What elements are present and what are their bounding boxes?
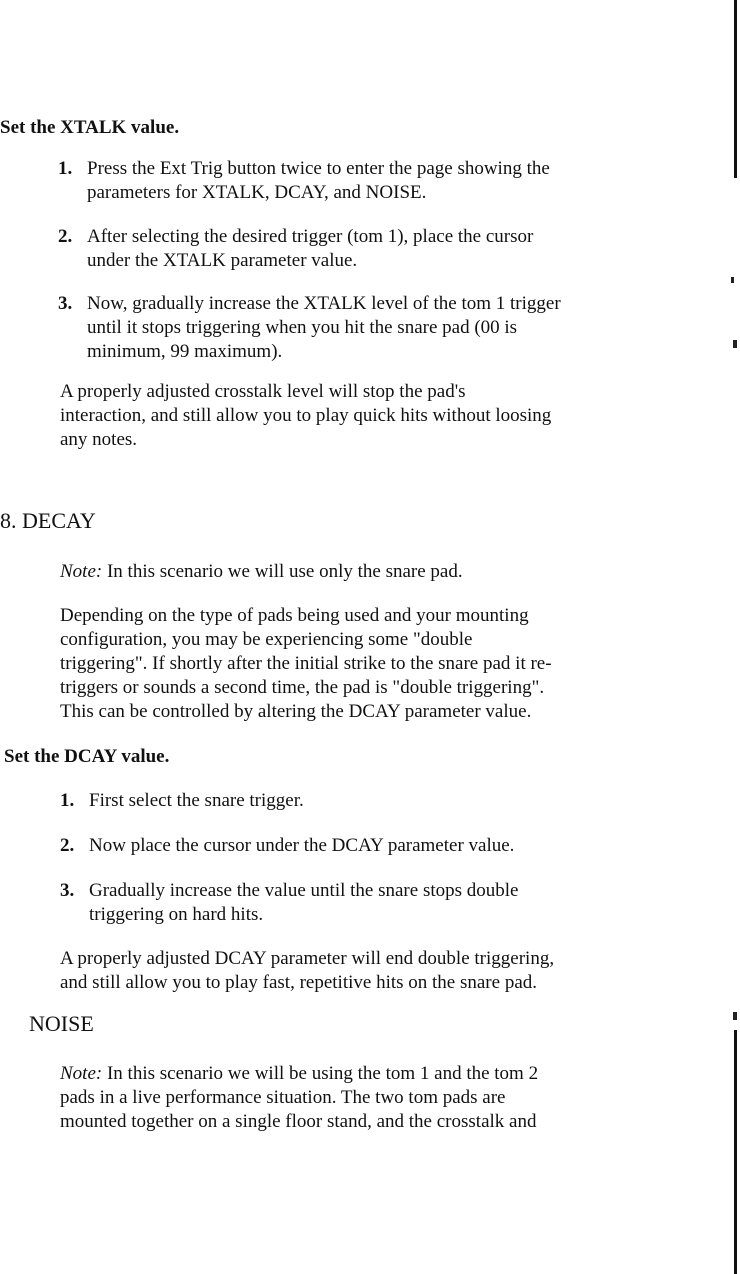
para-line: any notes. <box>60 429 138 450</box>
step-line: Press the Ext Trig button twice to enter the page showing the <box>87 158 550 179</box>
step-text <box>87 157 550 205</box>
dcay-summary <box>60 947 554 995</box>
para-line: configuration, you may be experiencing some "double <box>60 629 473 650</box>
step-line: minimum, 99 maximum). <box>87 341 283 362</box>
step-text <box>87 225 533 273</box>
scan-speck <box>733 340 737 348</box>
step-line: parameters for XTALK, DCAY, and NOISE. <box>87 182 427 203</box>
scan-speck <box>733 1012 737 1020</box>
scan-speck <box>731 277 734 283</box>
note-text: In this scenario we will use only the snare pad. <box>102 561 463 582</box>
step-text <box>89 879 518 927</box>
dcay-heading: Set the DCAY value. <box>4 746 170 767</box>
step-number: 1. <box>60 790 75 811</box>
step-number: 2. <box>58 226 73 247</box>
noise-note <box>60 1062 538 1134</box>
para-line: mounted together on a single floor stand, and the crosstalk and <box>60 1111 537 1132</box>
step-text <box>87 292 561 364</box>
para-line: Depending on the type of pads being used and your mounting <box>60 605 529 626</box>
decay-section-title: 8. DECAY <box>0 508 96 533</box>
scan-edge-top <box>734 0 737 178</box>
para-line: A properly adjusted crosstalk level will stop the pad's <box>60 381 466 402</box>
scan-edge-bottom <box>734 1030 737 1274</box>
para-line: This can be controlled by altering the DCAY parameter value. <box>60 701 532 722</box>
step-line: triggering on hard hits. <box>89 904 264 925</box>
para-line: interaction, and still allow you to play quick hits without loosing <box>60 405 552 426</box>
step-line: After selecting the desired trigger (tom 1), place the cursor <box>87 226 534 247</box>
decay-body <box>60 604 552 724</box>
para-line: pads in a live performance situation. The two tom pads are <box>60 1087 506 1108</box>
step-number: 3. <box>60 880 75 901</box>
note-label: Note: <box>60 561 103 582</box>
step-line: until it stops triggering when you hit the snare pad (00 is <box>87 317 518 338</box>
xtalk-heading: Set the XTALK value. <box>0 117 180 138</box>
step-line: Now place the cursor under the DCAY parameter value. <box>89 835 515 856</box>
para-line: A properly adjusted DCAY parameter will end double triggering, <box>60 948 555 969</box>
note-text: In this scenario we will be using the tom 1 and the tom 2 <box>102 1063 539 1084</box>
para-line <box>60 1062 538 1086</box>
step-number: 1. <box>58 158 73 179</box>
step-number: 3. <box>58 293 73 314</box>
step-line: Gradually increase the value until the snare stops double <box>89 880 519 901</box>
decay-note <box>60 560 463 584</box>
para-line: and still allow you to play fast, repetitive hits on the snare pad. <box>60 972 538 993</box>
note-label: Note: <box>60 1063 103 1084</box>
step-line: First select the snare trigger. <box>89 790 304 811</box>
para-line: triggering". If shortly after the initial strike to the snare pad it re- <box>60 653 552 674</box>
xtalk-summary <box>60 380 551 452</box>
para-line: triggers or sounds a second time, the pad is "double triggering". <box>60 677 545 698</box>
step-text <box>89 834 514 858</box>
step-text <box>89 789 304 813</box>
step-line: Now, gradually increase the XTALK level of the tom 1 trigger <box>87 293 561 314</box>
step-line: under the XTALK parameter value. <box>87 250 358 271</box>
step-number: 2. <box>60 835 75 856</box>
noise-section-title: NOISE <box>29 1011 94 1036</box>
